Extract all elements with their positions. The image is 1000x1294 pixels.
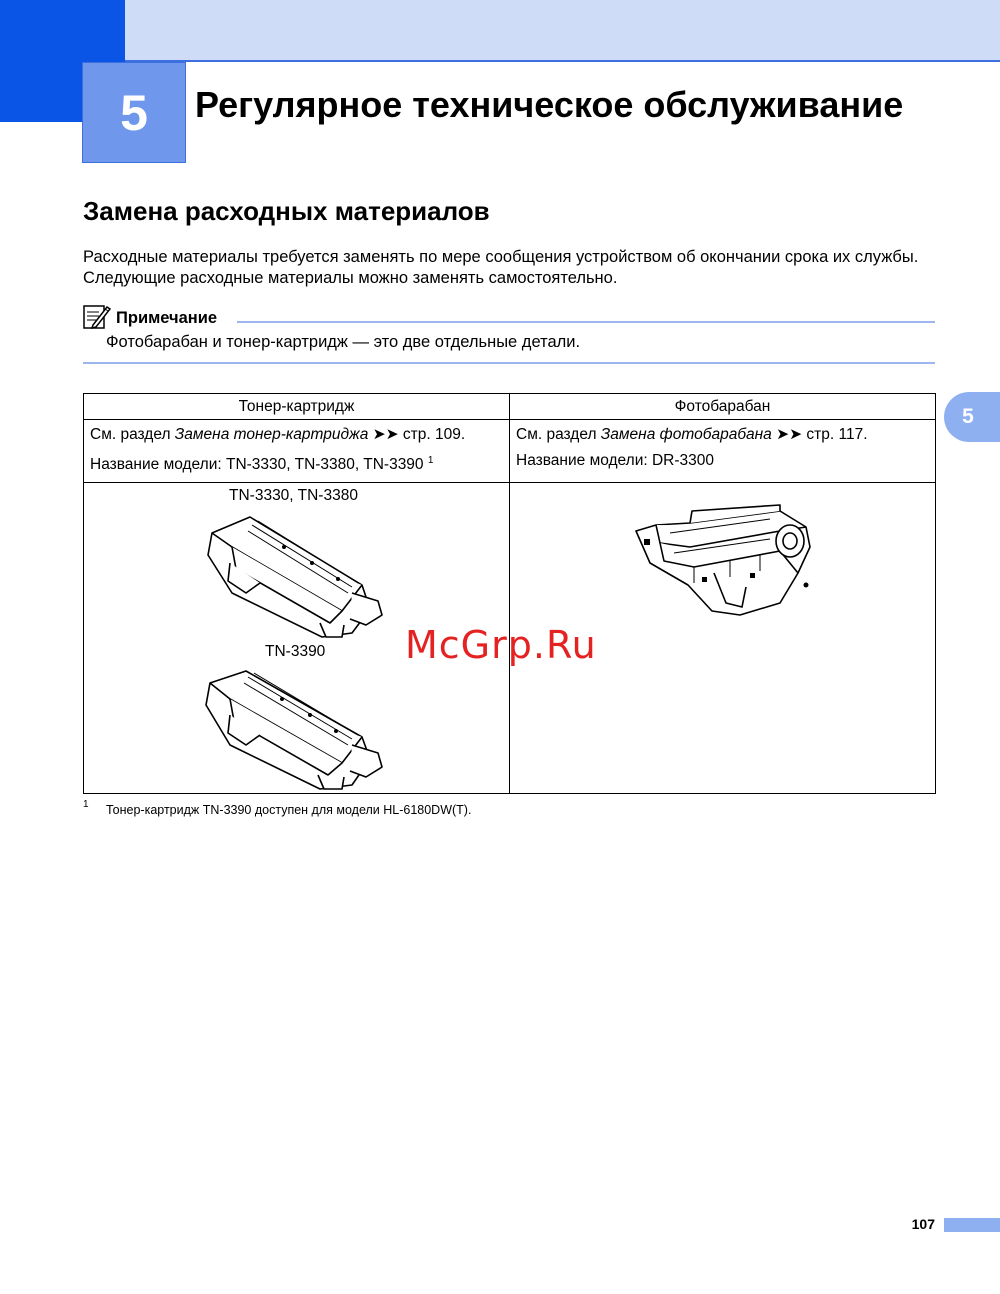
consumables-table	[83, 393, 936, 794]
watermark: McGrp.Ru	[405, 623, 597, 667]
header-band	[0, 0, 1000, 62]
table-header-row	[84, 394, 936, 420]
drum-ref-page: стр. 117.	[802, 426, 868, 443]
section-title: Замена расходных материалов	[83, 196, 490, 226]
drum-ref-prefix: См. раздел	[516, 426, 601, 443]
page-number-bar	[944, 1218, 1000, 1232]
footnote-marker: 1	[83, 799, 89, 810]
toner-image2-label: TN-3390	[265, 643, 326, 661]
drum-ref-cell	[510, 420, 936, 483]
toner-ref-cell	[84, 420, 510, 483]
drum-model: Название модели: DR-3300	[516, 452, 715, 469]
header-toner: Тонер-картридж	[84, 394, 510, 420]
note-pencil-icon	[83, 303, 111, 329]
toner-ref-prefix: См. раздел	[90, 426, 175, 443]
footnote-text: Тонер-картридж TN-3390 доступен для модели HL-6180DW(T).	[106, 803, 472, 817]
header-rule	[125, 60, 1000, 62]
toner-model: Название модели: TN-3330, TN-3380, TN-3390	[90, 456, 424, 474]
toner-ref-link[interactable]: Замена тонер-картриджа	[174, 426, 369, 443]
note-text: Фотобарабан и тонер-картридж — это две отдельные детали.	[106, 333, 581, 351]
table-row-refs	[84, 420, 936, 483]
note-label: Примечание	[116, 309, 218, 327]
page-number: 107	[911, 1216, 935, 1232]
chapter-number: 5	[82, 62, 186, 163]
arrows-icon: ➤➤	[776, 426, 803, 443]
note-rule-bottom	[83, 362, 935, 364]
note-rule-top	[237, 321, 935, 323]
chapter-side-tab[interactable]: 5	[944, 392, 1000, 442]
header-drum: Фотобарабан	[510, 394, 936, 420]
toner-cartridge-image-tn3390	[202, 667, 392, 791]
footnote-ref: 1	[427, 455, 434, 466]
intro-paragraph: Расходные материалы требуется заменять по мере сообщения устройством об окончании срока их службы. Следующие расходные материалы можно заменять самостоятельно.	[83, 248, 919, 287]
toner-ref-page: стр. 109.	[398, 426, 466, 443]
drum-ref-link[interactable]: Замена фотобарабана	[600, 426, 772, 443]
toner-cartridge-image	[202, 511, 392, 639]
drum-unit-image	[630, 503, 820, 623]
arrows-icon: ➤➤	[372, 426, 399, 443]
chapter-title: Регулярное техническое обслуживание	[195, 84, 904, 125]
toner-image1-label: TN-3330, TN-3380	[229, 487, 358, 505]
